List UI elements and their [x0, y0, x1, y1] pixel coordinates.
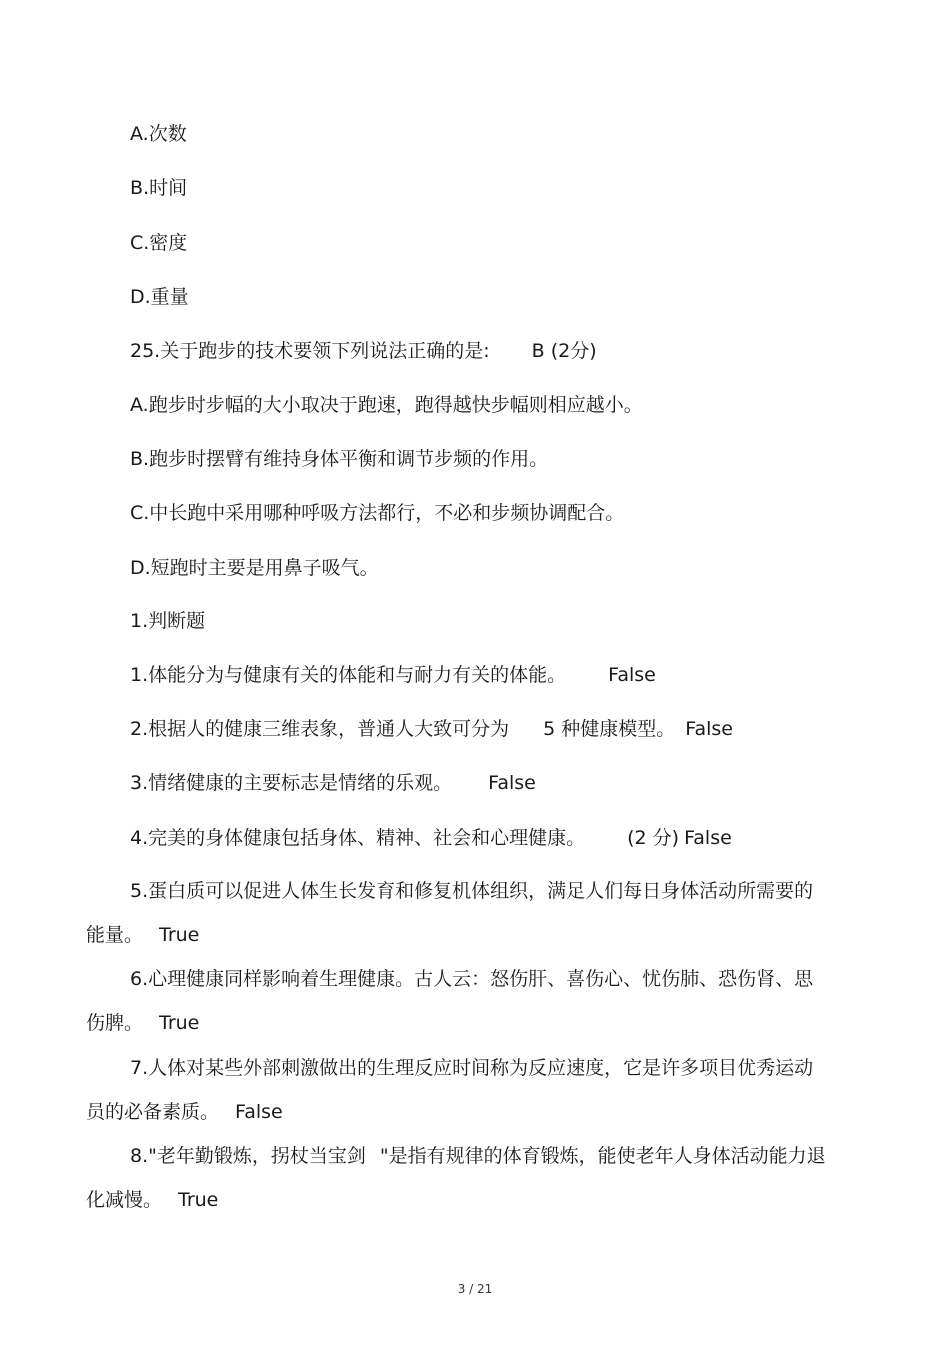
tf-item-4-answer: False [684, 827, 732, 849]
tf-item-5-answer: True [159, 924, 200, 946]
question-25-answer: B (2分) [531, 340, 597, 362]
tf-item-7-text: 7.人体对某些外部刺激做出的生理反应时间称为反应速度，它是许多项目优秀运动员的必备素质。 [86, 1057, 814, 1123]
tf-item-2 [130, 717, 733, 741]
tf-item-3-text: 3.情绪健康的主要标志是情绪的乐观。 [130, 772, 453, 794]
tf-item-6-answer: True [159, 1012, 200, 1034]
option-b: B.时间 [130, 177, 188, 199]
tf-item-7-answer: False [235, 1101, 283, 1123]
tf-item-5-text: 5.蛋白质可以促进人体生长发育和修复机体组织，满足人们每日身体活动所需要的能量。 [86, 880, 814, 946]
question-25 [130, 339, 597, 363]
tf-item-8-text: 8."老年勤锻炼，拐杖当宝剑 [130, 1145, 366, 1167]
tf-item-8-text-cont: "是指有规律的体育锻炼，能使老年人身体活动能力退化减慢。 [86, 1145, 826, 1211]
tf-item-4 [130, 826, 732, 850]
tf-item-2-answer: False [685, 718, 733, 740]
q25-option-b: B.跑步时摆臂有维持身体平衡和调节步频的作用。 [130, 448, 549, 470]
q25-option-d: D.短跑时主要是用鼻子吸气。 [130, 557, 379, 579]
tf-item-8-answer: True [178, 1189, 219, 1211]
question-25-stem: 25.关于跑步的技术要领下列说法正确的是: [130, 340, 490, 362]
option-c: C.密度 [130, 232, 188, 254]
tf-item-5 [86, 869, 831, 957]
tf-item-2-text-cont: 5 种健康模型。 [543, 718, 676, 740]
tf-item-3 [130, 771, 536, 795]
tf-item-4-score: (2 分) [627, 827, 680, 849]
tf-item-6 [86, 957, 831, 1045]
tf-item-1 [130, 663, 656, 687]
q25-option-a: A.跑步时步幅的大小取决于跑速，跑得越快步幅则相应越小。 [130, 394, 643, 416]
tf-item-1-text: 1.体能分为与健康有关的体能和与耐力有关的体能。 [130, 664, 567, 686]
page-indicator: 3 / 21 [457, 1282, 493, 1296]
tf-item-1-answer: False [608, 664, 656, 686]
tf-item-7 [86, 1046, 831, 1134]
tf-item-6-text: 6.心理健康同样影响着生理健康。古人云：怒伤肝、喜伤心、忧伤肺、恐伤肾、思伤脾。 [86, 968, 814, 1034]
tf-item-3-answer: False [488, 772, 536, 794]
option-d: D.重量 [130, 286, 189, 308]
section-heading: 1.判断题 [130, 610, 206, 632]
tf-item-4-text: 4.完美的身体健康包括身体、精神、社会和心理健康。 [130, 827, 586, 849]
tf-item-2-text: 2.根据人的健康三维表象，普通人大致可分为 [130, 718, 510, 740]
tf-item-8 [86, 1134, 831, 1222]
q25-option-c: C.中长跑中采用哪种呼吸方法都行，不必和步频协调配合。 [130, 502, 625, 524]
option-a: A.次数 [130, 123, 187, 145]
